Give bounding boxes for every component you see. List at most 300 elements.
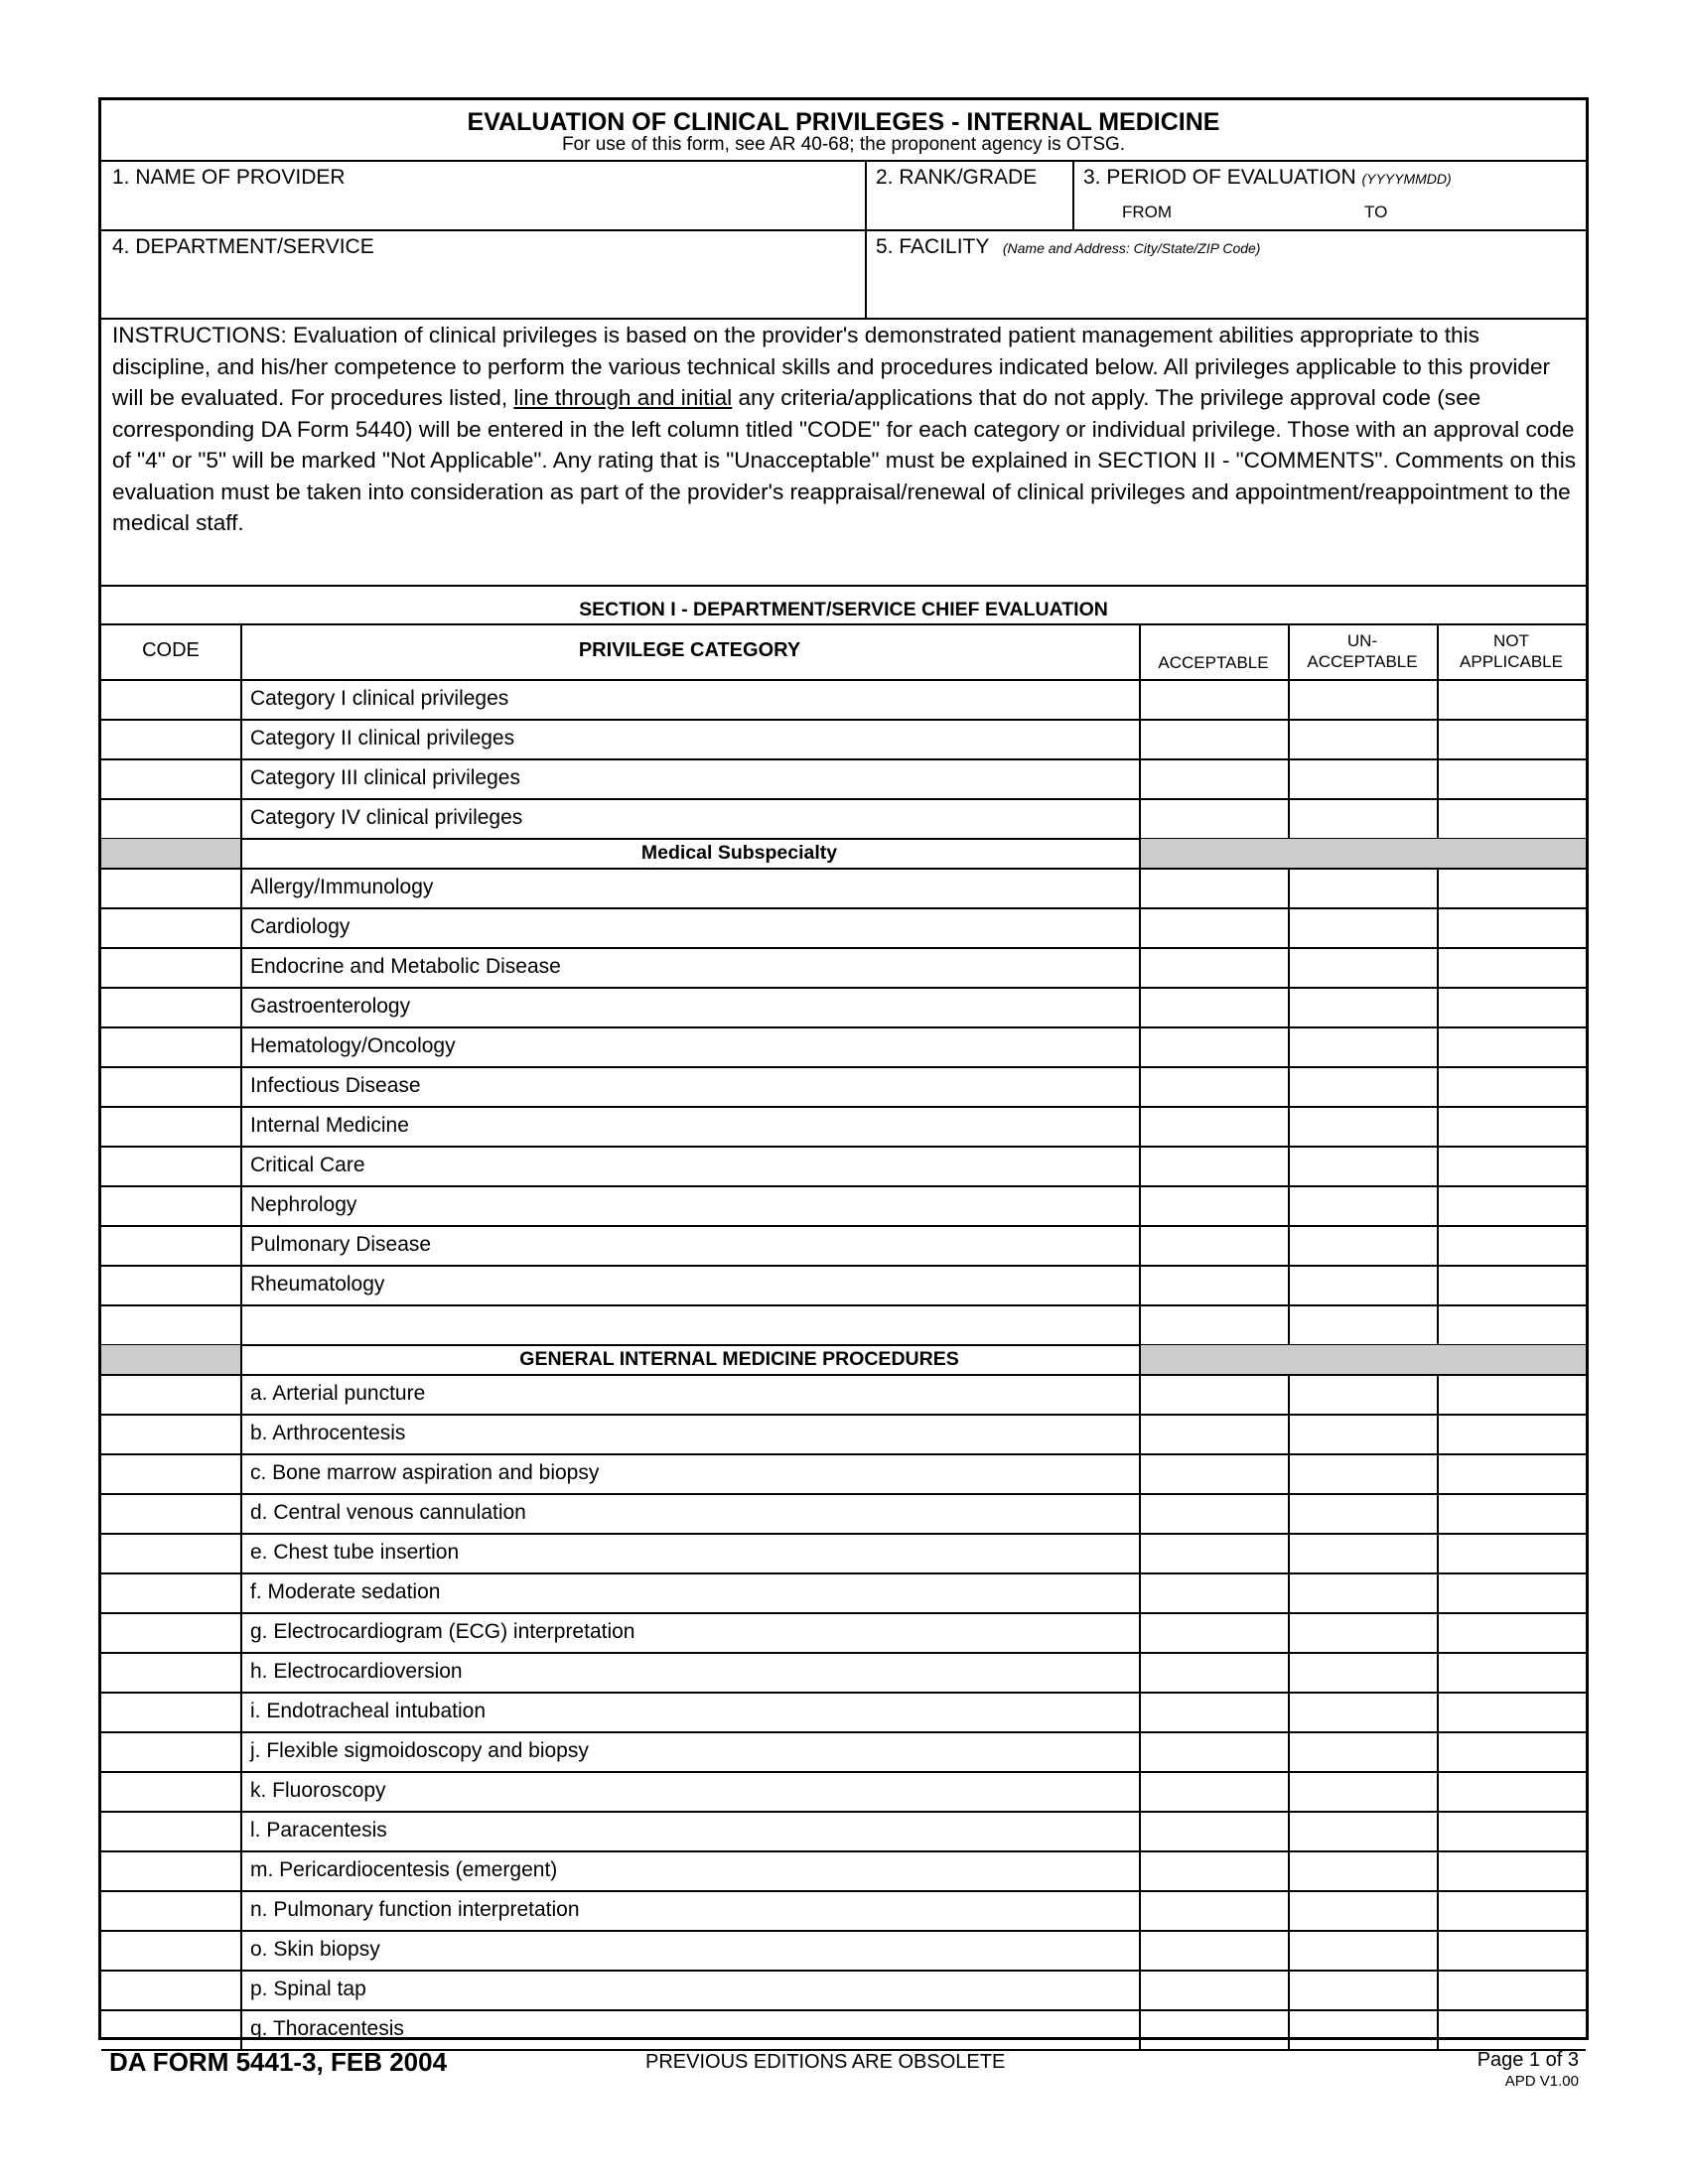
unacceptable-checkbox[interactable] bbox=[1290, 1813, 1435, 1848]
not-applicable-checkbox[interactable] bbox=[1439, 949, 1584, 985]
column-divider bbox=[1139, 623, 1141, 679]
divider bbox=[101, 585, 1586, 587]
unacceptable-checkbox[interactable] bbox=[1290, 1148, 1435, 1183]
column-divider bbox=[1288, 1106, 1290, 1146]
privilege-label: Nephrology bbox=[250, 1193, 357, 1216]
acceptable-checkbox[interactable] bbox=[1141, 760, 1286, 796]
privilege-label: c. Bone marrow aspiration and biopsy bbox=[250, 1461, 600, 1484]
column-divider bbox=[240, 868, 242, 907]
acceptable-checkbox[interactable] bbox=[1141, 1028, 1286, 1064]
column-divider bbox=[1437, 1453, 1439, 1493]
column-divider bbox=[1437, 868, 1439, 907]
acceptable-checkbox[interactable] bbox=[1141, 1972, 1286, 2007]
privilege-label: Category II clinical privileges bbox=[250, 727, 515, 750]
column-divider bbox=[1437, 1811, 1439, 1850]
facility-hint: (Name and Address: City/State/ZIP Code) bbox=[1002, 240, 1261, 256]
column-divider bbox=[1288, 1146, 1290, 1185]
not-applicable-checkbox[interactable] bbox=[1439, 1694, 1584, 1729]
unacceptable-checkbox[interactable] bbox=[1290, 1972, 1435, 2007]
acceptable-checkbox[interactable] bbox=[1141, 909, 1286, 945]
column-divider bbox=[240, 1771, 242, 1811]
not-applicable-checkbox[interactable] bbox=[1439, 1108, 1584, 1144]
column-divider bbox=[1139, 1612, 1141, 1652]
unacceptable-header-line-1: UN- bbox=[1346, 631, 1378, 650]
column-divider bbox=[1139, 1970, 1141, 2009]
column-divider bbox=[1437, 1850, 1439, 1890]
not-applicable-checkbox[interactable] bbox=[1439, 2011, 1584, 2047]
column-divider bbox=[1139, 1185, 1141, 1225]
code-cell[interactable] bbox=[103, 1108, 238, 1144]
column-divider bbox=[1139, 1265, 1141, 1304]
facility-field[interactable] bbox=[867, 261, 1582, 316]
unacceptable-header-line-2: ACCEPTABLE bbox=[1307, 652, 1418, 671]
column-divider bbox=[1288, 2009, 1290, 2049]
code-cell[interactable] bbox=[103, 909, 238, 945]
unacceptable-checkbox[interactable] bbox=[1290, 1495, 1435, 1531]
unacceptable-checkbox[interactable] bbox=[1290, 909, 1435, 945]
department-service-field[interactable] bbox=[103, 261, 863, 316]
column-divider bbox=[1139, 1414, 1141, 1453]
unacceptable-checkbox[interactable] bbox=[1290, 1654, 1435, 1690]
unacceptable-checkbox[interactable] bbox=[1290, 1614, 1435, 1650]
unacceptable-checkbox[interactable] bbox=[1290, 800, 1435, 836]
code-cell[interactable] bbox=[103, 1068, 238, 1104]
unacceptable-checkbox[interactable] bbox=[1290, 1227, 1435, 1263]
column-divider bbox=[1139, 798, 1141, 838]
unacceptable-checkbox[interactable] bbox=[1290, 1574, 1435, 1610]
column-divider bbox=[1288, 719, 1290, 758]
column-divider bbox=[1139, 1493, 1141, 1533]
unacceptable-checkbox[interactable] bbox=[1290, 1187, 1435, 1223]
column-divider bbox=[1437, 1185, 1439, 1225]
divider bbox=[101, 623, 1586, 625]
column-divider bbox=[240, 1890, 242, 1930]
not-applicable-checkbox[interactable] bbox=[1439, 1813, 1584, 1848]
not-applicable-checkbox[interactable] bbox=[1439, 1148, 1584, 1183]
column-divider bbox=[1139, 1344, 1141, 1374]
acceptable-checkbox[interactable] bbox=[1141, 1416, 1286, 1451]
column-divider bbox=[1437, 1612, 1439, 1652]
column-divider bbox=[1288, 679, 1290, 719]
acceptable-checkbox[interactable] bbox=[1141, 1187, 1286, 1223]
column-divider bbox=[1437, 1652, 1439, 1692]
unacceptable-checkbox[interactable] bbox=[1290, 949, 1435, 985]
column-divider bbox=[1139, 907, 1141, 947]
divider bbox=[101, 229, 1586, 231]
unacceptable-column-header bbox=[1288, 630, 1437, 672]
code-cell[interactable] bbox=[103, 1694, 238, 1729]
not-applicable-checkbox[interactable] bbox=[1439, 989, 1584, 1024]
column-divider bbox=[240, 1970, 242, 2009]
privilege-label: Endocrine and Metabolic Disease bbox=[250, 955, 561, 978]
not-applicable-checkbox[interactable] bbox=[1439, 681, 1584, 717]
column-divider bbox=[1139, 1890, 1141, 1930]
instructions-part-1: INSTRUCTIONS: Evaluation of clinical privileges is based on the provider's demonstrated patient management abilities appropriate to this discipline, and his/her competence to perform the various technical skills and procedures indicated below. All privileges applicable to this provider will be evaluated. For procedures listed, bbox=[112, 323, 1551, 410]
not-applicable-checkbox[interactable] bbox=[1439, 1932, 1584, 1968]
column-divider bbox=[1437, 1414, 1439, 1453]
privilege-label: Infectious Disease bbox=[250, 1074, 421, 1097]
column-divider bbox=[240, 1026, 242, 1066]
column-divider bbox=[240, 2009, 242, 2049]
not-applicable-column-header bbox=[1437, 630, 1586, 672]
instructions-emphasis: line through and initial bbox=[513, 385, 733, 410]
column-divider bbox=[1288, 1533, 1290, 1572]
column-divider bbox=[1139, 1225, 1141, 1265]
privilege-label: Gastroenterology bbox=[250, 995, 411, 1018]
column-divider bbox=[1139, 1652, 1141, 1692]
code-cell[interactable] bbox=[103, 1574, 238, 1610]
column-divider bbox=[1288, 623, 1290, 679]
privilege-label: k. Fluoroscopy bbox=[250, 1779, 386, 1802]
unacceptable-checkbox[interactable] bbox=[1290, 2011, 1435, 2047]
column-divider bbox=[1139, 1731, 1141, 1771]
rank-grade-field[interactable] bbox=[867, 192, 1070, 227]
column-divider bbox=[240, 1692, 242, 1731]
not-applicable-header-line-1: NOT bbox=[1493, 631, 1529, 650]
column-divider bbox=[1288, 1811, 1290, 1850]
unacceptable-checkbox[interactable] bbox=[1290, 870, 1435, 905]
column-divider bbox=[240, 838, 242, 868]
column-divider bbox=[1139, 1304, 1141, 1344]
column-divider bbox=[240, 758, 242, 798]
not-applicable-checkbox[interactable] bbox=[1439, 1852, 1584, 1888]
acceptable-checkbox[interactable] bbox=[1141, 1694, 1286, 1729]
unacceptable-checkbox[interactable] bbox=[1290, 760, 1435, 796]
facility-label-text: 5. FACILITY bbox=[876, 235, 989, 258]
not-applicable-checkbox[interactable] bbox=[1439, 1972, 1584, 2007]
code-cell[interactable] bbox=[103, 1495, 238, 1531]
obsolete-notice: PREVIOUS EDITIONS ARE OBSOLETE bbox=[645, 2051, 1006, 2073]
not-applicable-checkbox[interactable] bbox=[1439, 1376, 1584, 1412]
privilege-label: Pulmonary Disease bbox=[250, 1233, 432, 1256]
column-divider bbox=[1437, 1533, 1439, 1572]
code-cell[interactable] bbox=[103, 1813, 238, 1848]
code-cell[interactable] bbox=[103, 1148, 238, 1183]
column-divider bbox=[1139, 1692, 1141, 1731]
code-cell[interactable] bbox=[103, 1972, 238, 2007]
privilege-label: Hematology/Oncology bbox=[250, 1034, 456, 1057]
name-of-provider-label: 1. NAME OF PROVIDER bbox=[112, 166, 346, 189]
column-divider bbox=[240, 1453, 242, 1493]
column-divider bbox=[1437, 1692, 1439, 1731]
code-cell[interactable] bbox=[103, 1187, 238, 1223]
code-cell[interactable] bbox=[103, 1535, 238, 1570]
not-applicable-checkbox[interactable] bbox=[1439, 1267, 1584, 1302]
privilege-label: Allergy/Immunology bbox=[250, 876, 434, 898]
not-applicable-checkbox[interactable] bbox=[1439, 1773, 1584, 1809]
privilege-label: b. Arthrocentesis bbox=[250, 1422, 406, 1444]
medical-subspecialty-header: Medical Subspecialty bbox=[640, 842, 838, 864]
column-divider bbox=[1437, 1066, 1439, 1106]
section-1-title: SECTION I - DEPARTMENT/SERVICE CHIEF EVALUATION bbox=[579, 599, 1108, 620]
column-divider bbox=[1139, 1930, 1141, 1970]
privilege-label: a. Arterial puncture bbox=[250, 1382, 426, 1405]
unacceptable-checkbox[interactable] bbox=[1290, 681, 1435, 717]
unacceptable-checkbox[interactable] bbox=[1290, 1535, 1435, 1570]
privilege-label: g. Electrocardiogram (ECG) interpretation bbox=[250, 1620, 635, 1643]
column-divider bbox=[1288, 1970, 1290, 2009]
column-divider bbox=[1437, 798, 1439, 838]
code-cell[interactable] bbox=[103, 1267, 238, 1302]
acceptable-checkbox[interactable] bbox=[1141, 1574, 1286, 1610]
acceptable-checkbox[interactable] bbox=[1141, 870, 1286, 905]
column-divider bbox=[1437, 1890, 1439, 1930]
column-divider bbox=[1288, 1731, 1290, 1771]
column-divider bbox=[1437, 1731, 1439, 1771]
unacceptable-checkbox[interactable] bbox=[1290, 1068, 1435, 1104]
code-cell[interactable] bbox=[103, 1306, 238, 1342]
acceptable-checkbox[interactable] bbox=[1141, 1495, 1286, 1531]
acceptable-checkbox[interactable] bbox=[1141, 1813, 1286, 1848]
code-column-header: CODE bbox=[142, 639, 200, 661]
code-cell[interactable] bbox=[103, 1733, 238, 1769]
code-cell[interactable] bbox=[103, 760, 238, 796]
form-version: APD V1.00 bbox=[1504, 2073, 1579, 2090]
column-divider bbox=[1288, 1692, 1290, 1731]
acceptable-checkbox[interactable] bbox=[1141, 721, 1286, 756]
not-applicable-checkbox[interactable] bbox=[1439, 1455, 1584, 1491]
acceptable-checkbox[interactable] bbox=[1141, 1227, 1286, 1263]
column-divider bbox=[1288, 798, 1290, 838]
column-divider bbox=[240, 1344, 242, 1374]
not-applicable-header-line-2: APPLICABLE bbox=[1460, 652, 1563, 671]
column-divider bbox=[1139, 1026, 1141, 1066]
acceptable-checkbox[interactable] bbox=[1141, 1733, 1286, 1769]
not-applicable-checkbox[interactable] bbox=[1439, 1733, 1584, 1769]
column-divider bbox=[1437, 2009, 1439, 2049]
unacceptable-checkbox[interactable] bbox=[1290, 1932, 1435, 1968]
column-divider bbox=[1288, 1304, 1290, 1344]
column-divider bbox=[1437, 758, 1439, 798]
acceptable-checkbox[interactable] bbox=[1141, 681, 1286, 717]
acceptable-checkbox[interactable] bbox=[1141, 1376, 1286, 1412]
not-applicable-checkbox[interactable] bbox=[1439, 1495, 1584, 1531]
column-divider bbox=[1288, 1414, 1290, 1453]
facility-label bbox=[876, 235, 1260, 259]
column-divider bbox=[240, 798, 242, 838]
column-divider bbox=[1288, 1850, 1290, 1890]
code-cell[interactable] bbox=[103, 1376, 238, 1412]
not-applicable-checkbox[interactable] bbox=[1439, 870, 1584, 905]
column-divider bbox=[1437, 1374, 1439, 1414]
form-identifier: DA FORM 5441-3, FEB 2004 bbox=[109, 2047, 448, 2077]
privilege-label: Category I clinical privileges bbox=[250, 687, 509, 710]
privilege-label: Category III clinical privileges bbox=[250, 766, 520, 789]
code-cell[interactable] bbox=[103, 1028, 238, 1064]
privilege-label: Cardiology bbox=[250, 915, 351, 938]
column-divider bbox=[1288, 1185, 1290, 1225]
not-applicable-checkbox[interactable] bbox=[1439, 1892, 1584, 1928]
acceptable-checkbox[interactable] bbox=[1141, 1932, 1286, 1968]
acceptable-checkbox[interactable] bbox=[1141, 1614, 1286, 1650]
not-applicable-checkbox[interactable] bbox=[1439, 1306, 1584, 1342]
unacceptable-checkbox[interactable] bbox=[1290, 1108, 1435, 1144]
acceptable-checkbox[interactable] bbox=[1141, 1068, 1286, 1104]
column-divider bbox=[1437, 1026, 1439, 1066]
column-divider bbox=[1288, 987, 1290, 1026]
column-divider bbox=[1288, 1453, 1290, 1493]
column-divider bbox=[1437, 1304, 1439, 1344]
column-divider bbox=[240, 1572, 242, 1612]
column-divider bbox=[1437, 1572, 1439, 1612]
shaded-cell bbox=[101, 839, 240, 868]
column-divider bbox=[1437, 1265, 1439, 1304]
code-cell[interactable] bbox=[103, 1416, 238, 1451]
code-cell[interactable] bbox=[103, 1773, 238, 1809]
column-divider bbox=[1288, 868, 1290, 907]
unacceptable-checkbox[interactable] bbox=[1290, 1376, 1435, 1412]
column-divider bbox=[1288, 1930, 1290, 1970]
column-divider bbox=[1139, 987, 1141, 1026]
privilege-label: q. Thoracentesis bbox=[250, 2017, 404, 2040]
not-applicable-checkbox[interactable] bbox=[1439, 1574, 1584, 1610]
column-divider bbox=[240, 1304, 242, 1344]
code-cell[interactable] bbox=[103, 800, 238, 836]
column-divider bbox=[1139, 1771, 1141, 1811]
acceptable-checkbox[interactable] bbox=[1141, 1654, 1286, 1690]
acceptable-checkbox[interactable] bbox=[1141, 1455, 1286, 1491]
column-divider bbox=[240, 987, 242, 1026]
column-divider bbox=[1139, 2009, 1141, 2049]
column-divider bbox=[240, 1185, 242, 1225]
column-divider bbox=[1288, 1374, 1290, 1414]
column-divider bbox=[240, 1265, 242, 1304]
unacceptable-checkbox[interactable] bbox=[1290, 1455, 1435, 1491]
unacceptable-checkbox[interactable] bbox=[1290, 1306, 1435, 1342]
unacceptable-checkbox[interactable] bbox=[1290, 1892, 1435, 1928]
privilege-label: i. Endotracheal intubation bbox=[250, 1700, 486, 1722]
acceptable-checkbox[interactable] bbox=[1141, 1108, 1286, 1144]
form-title: EVALUATION OF CLINICAL PRIVILEGES - INTERNAL MEDICINE bbox=[467, 108, 1220, 136]
column-divider bbox=[1437, 623, 1439, 679]
code-cell[interactable] bbox=[103, 2011, 238, 2047]
privilege-label: l. Paracentesis bbox=[250, 1819, 387, 1842]
code-cell[interactable] bbox=[103, 1852, 238, 1888]
to-date-field[interactable] bbox=[1392, 198, 1581, 227]
privilege-label: e. Chest tube insertion bbox=[250, 1541, 460, 1564]
code-cell[interactable] bbox=[103, 870, 238, 905]
not-applicable-checkbox[interactable] bbox=[1439, 1068, 1584, 1104]
not-applicable-checkbox[interactable] bbox=[1439, 1416, 1584, 1451]
code-cell[interactable] bbox=[103, 1892, 238, 1928]
acceptable-checkbox[interactable] bbox=[1141, 1852, 1286, 1888]
column-divider bbox=[240, 679, 242, 719]
not-applicable-checkbox[interactable] bbox=[1439, 1028, 1584, 1064]
from-date-field[interactable] bbox=[1174, 198, 1352, 227]
column-divider bbox=[1288, 907, 1290, 947]
not-applicable-checkbox[interactable] bbox=[1439, 909, 1584, 945]
column-divider bbox=[1437, 1493, 1439, 1533]
column-divider bbox=[1437, 1930, 1439, 1970]
divider bbox=[101, 160, 1586, 162]
procedures-header: GENERAL INTERNAL MEDICINE PROCEDURES bbox=[519, 1348, 959, 1370]
column-divider bbox=[1139, 947, 1141, 987]
code-cell[interactable] bbox=[103, 1455, 238, 1491]
acceptable-checkbox[interactable] bbox=[1141, 2011, 1286, 2047]
acceptable-checkbox[interactable] bbox=[1141, 1267, 1286, 1302]
department-service-label: 4. DEPARTMENT/SERVICE bbox=[112, 235, 374, 258]
code-cell[interactable] bbox=[103, 949, 238, 985]
code-cell[interactable] bbox=[103, 681, 238, 717]
acceptable-checkbox[interactable] bbox=[1141, 1773, 1286, 1809]
code-cell[interactable] bbox=[103, 1614, 238, 1650]
column-divider bbox=[1288, 1493, 1290, 1533]
period-of-evaluation-label bbox=[1083, 166, 1452, 190]
code-cell[interactable] bbox=[103, 721, 238, 756]
privilege-label: p. Spinal tap bbox=[250, 1978, 366, 2000]
acceptable-checkbox[interactable] bbox=[1141, 800, 1286, 836]
acceptable-checkbox[interactable] bbox=[1141, 949, 1286, 985]
column-divider bbox=[240, 907, 242, 947]
privilege-label: j. Flexible sigmoidoscopy and biopsy bbox=[250, 1739, 589, 1762]
unacceptable-checkbox[interactable] bbox=[1290, 1733, 1435, 1769]
name-of-provider-field[interactable] bbox=[103, 192, 863, 227]
divider bbox=[1072, 160, 1074, 229]
privilege-label: o. Skin biopsy bbox=[250, 1938, 380, 1961]
unacceptable-checkbox[interactable] bbox=[1290, 1028, 1435, 1064]
column-divider bbox=[1139, 868, 1141, 907]
column-divider bbox=[1139, 1146, 1141, 1185]
evaluation-form bbox=[98, 97, 1589, 2040]
not-applicable-checkbox[interactable] bbox=[1439, 800, 1584, 836]
not-applicable-checkbox[interactable] bbox=[1439, 760, 1584, 796]
column-divider bbox=[1437, 1970, 1439, 2009]
unacceptable-checkbox[interactable] bbox=[1290, 989, 1435, 1024]
column-divider bbox=[1288, 1026, 1290, 1066]
acceptable-checkbox[interactable] bbox=[1141, 1535, 1286, 1570]
column-divider bbox=[240, 1106, 242, 1146]
column-divider bbox=[1437, 1146, 1439, 1185]
acceptable-checkbox[interactable] bbox=[1141, 1306, 1286, 1342]
acceptable-checkbox[interactable] bbox=[1141, 1892, 1286, 1928]
not-applicable-checkbox[interactable] bbox=[1439, 1614, 1584, 1650]
unacceptable-checkbox[interactable] bbox=[1290, 1852, 1435, 1888]
rank-grade-label: 2. RANK/GRADE bbox=[876, 166, 1038, 189]
not-applicable-checkbox[interactable] bbox=[1439, 721, 1584, 756]
code-cell[interactable] bbox=[103, 1227, 238, 1263]
unacceptable-checkbox[interactable] bbox=[1290, 1416, 1435, 1451]
not-applicable-checkbox[interactable] bbox=[1439, 1187, 1584, 1223]
acceptable-column-header: ACCEPTABLE bbox=[1158, 653, 1269, 672]
not-applicable-checkbox[interactable] bbox=[1439, 1535, 1584, 1570]
privilege-label: f. Moderate sedation bbox=[250, 1580, 441, 1603]
privilege-label: Critical Care bbox=[250, 1154, 365, 1176]
code-cell[interactable] bbox=[103, 1932, 238, 1968]
unacceptable-checkbox[interactable] bbox=[1290, 1267, 1435, 1302]
column-divider bbox=[240, 1533, 242, 1572]
column-divider bbox=[1437, 679, 1439, 719]
unacceptable-checkbox[interactable] bbox=[1290, 1773, 1435, 1809]
form-subtitle: For use of this form, see AR 40-68; the proponent agency is OTSG. bbox=[561, 134, 1126, 155]
privilege-label: n. Pulmonary function interpretation bbox=[250, 1898, 580, 1921]
acceptable-checkbox[interactable] bbox=[1141, 989, 1286, 1024]
column-divider bbox=[240, 623, 242, 679]
column-divider bbox=[1437, 1225, 1439, 1265]
not-applicable-checkbox[interactable] bbox=[1439, 1654, 1584, 1690]
column-divider bbox=[1288, 1612, 1290, 1652]
column-divider bbox=[1139, 719, 1141, 758]
acceptable-checkbox[interactable] bbox=[1141, 1148, 1286, 1183]
column-divider bbox=[1437, 1771, 1439, 1811]
shaded-cell bbox=[101, 1345, 240, 1374]
code-cell[interactable] bbox=[103, 1654, 238, 1690]
code-cell[interactable] bbox=[103, 989, 238, 1024]
not-applicable-checkbox[interactable] bbox=[1439, 1227, 1584, 1263]
unacceptable-checkbox[interactable] bbox=[1290, 1694, 1435, 1729]
column-divider bbox=[1139, 758, 1141, 798]
privilege-label: Rheumatology bbox=[250, 1273, 385, 1296]
unacceptable-checkbox[interactable] bbox=[1290, 721, 1435, 756]
